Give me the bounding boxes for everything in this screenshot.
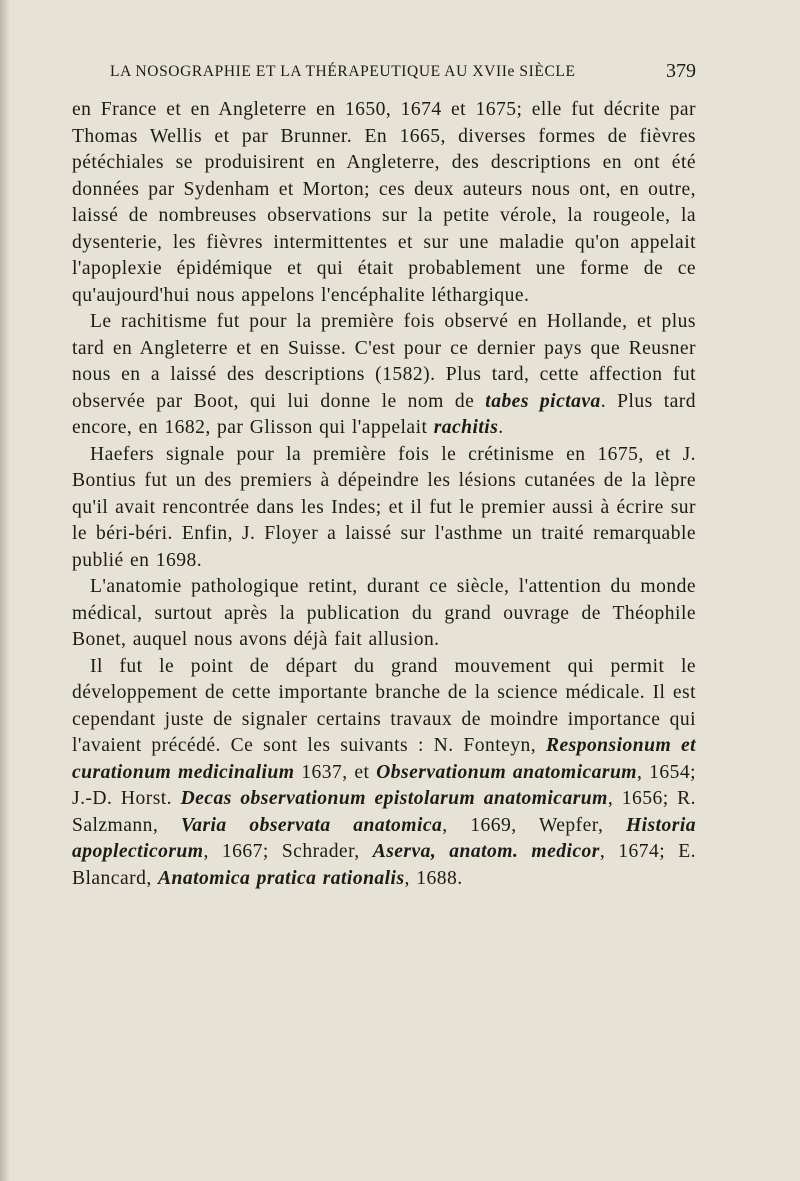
text-run: . <box>498 417 504 438</box>
text-run: . Plus tard encore, en 1682, par Glisson qui l'appelait <box>72 390 696 438</box>
text-run: , 1667; Schrader, <box>203 841 373 862</box>
text-run: Haefers signale pour la première fois le crétinisme en 1675, et J. Bontius fut un des premiers à dépeindre les lésions cutanées de la lèpre qu'il avait rencontrée dans les Indes; et il fut le premier aussi à écrire sur le béri-béri. Enfin, J. Floyer a laissé sur l'asthme un traité remarquable publié en 1698. <box>72 443 696 571</box>
text-run: , 1656; R. Salzmann, <box>72 788 696 836</box>
running-head <box>110 60 700 86</box>
running-title: LA NOSOGRAPHIE ET LA THÉRAPEUTIQUE AU XVIIe SIÈCLE <box>110 63 576 80</box>
page-edge <box>0 0 10 1181</box>
italic-title: tabes pictava <box>485 390 601 412</box>
text-run: , 1654; J.-D. Horst. <box>72 761 696 809</box>
italic-title: Historia apoplecticorum <box>72 814 696 862</box>
text-run: L'anatomie pathologique retint, durant ce siècle, l'attention du monde médical, surtout après la publication du grand ouvrage de Théophile Bonet, auquel nous avons déjà fait allusion. <box>72 576 696 650</box>
paragraph <box>72 654 696 893</box>
italic-title: Anatomica pratica rationalis <box>158 867 405 889</box>
text-run: , 1674; E. Blancard, <box>72 841 696 889</box>
italic-title: rachitis <box>433 417 499 438</box>
paragraph <box>72 574 696 654</box>
body-text <box>72 97 696 892</box>
text-run: Il fut le point de départ du grand mouvement qui permit le développement de cette importante branche de la science médicale. Il est cependant juste de signaler certains travaux de moindre importance qui l'avaient précédé. Ce sont les suivants : N. Fonteyn, <box>72 655 696 756</box>
paragraph <box>72 97 696 309</box>
paragraph <box>72 309 696 442</box>
text-run: , 1688. <box>404 867 463 889</box>
italic-title: Observationum anatomicarum <box>376 761 637 783</box>
text-run: Le rachitisme fut pour la première fois observé en Hollande, et plus tard en Angleterre et en Suisse. C'est pour ce dernier pays que Reusner nous en a laissé des descriptions (1582). Plus tard, cette affection fut observée par Boot, qui lui donne le nom de <box>72 311 696 412</box>
text-run: , 1669, Wepfer, <box>442 814 626 836</box>
page-number: 379 <box>666 60 696 82</box>
paragraph <box>72 442 696 575</box>
italic-title: Varia observata anatomica <box>180 814 443 836</box>
italic-title: Responsionum et curationum medicinalium <box>72 735 696 783</box>
text-run: en France et en Angleterre en 1650, 1674 et 1675; elle fut décrite par Thomas Wellis et par Brunner. En 1665, diverses formes de fièvres pétéchiales se produisirent en Angleterre, des descriptions en ont été données par Sydenham et Morton; ces deux auteurs nous ont, en outre, laissé de nombreuses observations sur la petite vérole, la rougeole, la dysenterie, les fièvres intermittentes et sur une maladie qu'on appelait l'apoplexie épidémique et qui était probablement une forme de ce qu'aujourd'hui nous appelons l'encéphalite léthargique. <box>72 99 696 306</box>
italic-title: Decas observationum epistolarum anatomicarum <box>180 788 608 809</box>
italic-title: Aserva, anatom. medicor <box>372 841 600 862</box>
text-run: 1637, et <box>294 761 377 783</box>
